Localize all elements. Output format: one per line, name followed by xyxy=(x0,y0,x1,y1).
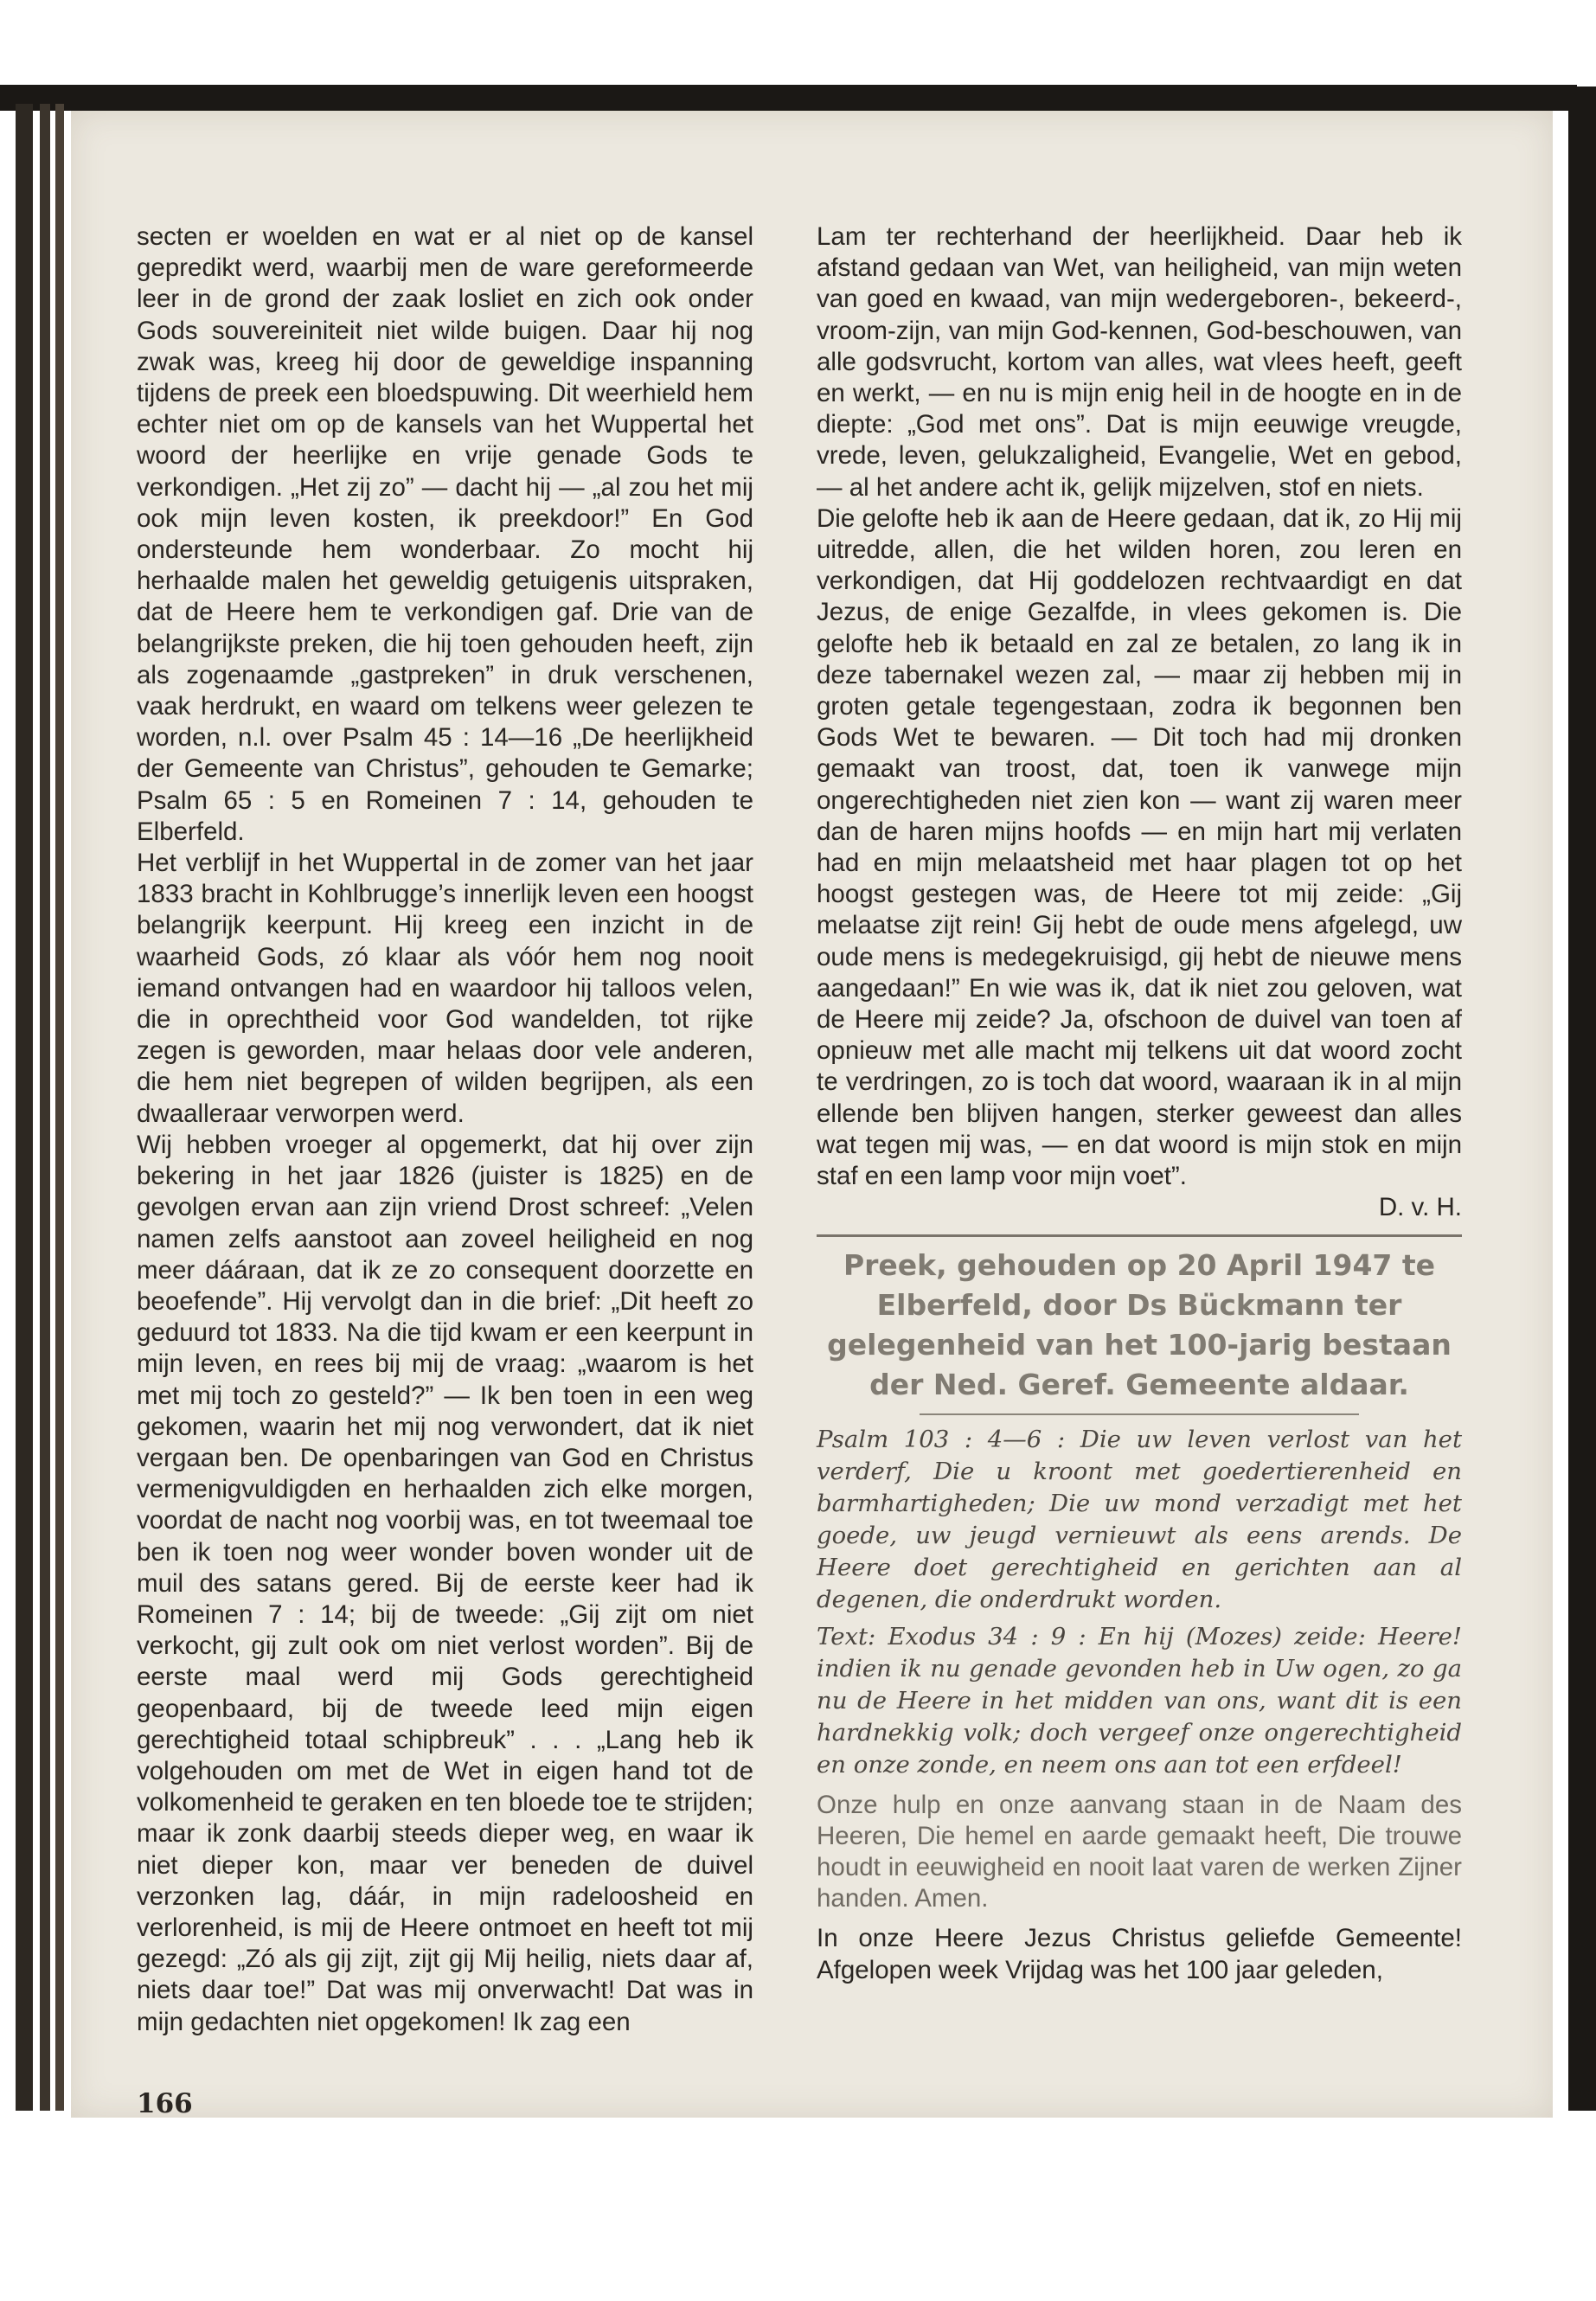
scripture-block xyxy=(817,1424,1462,1781)
paragraph: Lam ter rechterhand der heerlijkheid. Daar heb ik afstand gedaan van Wet, van heiligheid, van mijn weten van goed en kwaad, van mijn wedergeboren-, bekeerd-, vroom-zijn, van mijn God-kennen, God-beschouwen, van alle godsvrucht, kortom van alles, wat vlees heeft, geeft en werkt, — en nu is mijn enig heil in de hoogte en in de diepte: „God met ons”. Dat is mijn eeuwige vreugde, vrede, leven, gelukzaligheid, Evangelie, Wet en gebod, — al het andere acht ik, gelijk mijzelven, stof en niets. xyxy=(817,222,1462,502)
scan-top-border xyxy=(0,85,1577,111)
sermon-heading: Preek, gehouden op 20 April 1947 te Elberfeld, door Ds Bückmann ter gelegenheid van het 100-jarig bestaan der Ned. Geref. Gemeente aldaar. xyxy=(827,1247,1452,1401)
page-number: 166 xyxy=(137,2088,193,2119)
book-page-edge xyxy=(16,104,33,2111)
letter-quote-continuation xyxy=(817,221,1462,1192)
paragraph: Die gelofte heb ik aan de Heere gedaan, dat ik, zo Hij mij uitredde, allen, die het wilden horen, zou leren en verkondigen, dat Hij goddelozen rechtvaardigt en dat Jezus, de enige Gezalfde, in vlees gekomen is. Die gelofte heb ik betaald en zal ze betalen, zo lang ik in deze tabernakel wezen zal, — maar zij hebben mij in groten getale tegengestaan, zodra ik begonnen ben Gods Wet te bewaren. — Dit toch had mij dronken gemaakt van troost, dat, toen ik vanwege mijn ongerechtigheden niet zien kon — want zij waren meer dan de haren mijns hoofds — en mijn hart mij verlaten had en mijn melaatsheid met haar plagen tot op het hoogst gestegen was, de Heere tot mij zeide: „Gij melaatse zijt rein! Gij hebt de oude mens afgelegd, uw oude mens is medegekruisigd, gij hebt de nieuwe mens aangedaan!” En wie was ik, dat ik niet zou geloven, wat de Heere mij zeide? Ja, ofschoon de duivel van toen af opnieuw met alle macht mij telkens uit dat woord zocht te verdringen, zo is toch dat woord, waaraan ik in al mijn ellende ben blijven hangen, sterker geweest dan alles wat tegen mij was, — en dat woord is mijn stok en mijn staf en een lamp voor mijn voet”. xyxy=(817,503,1462,1191)
left-column xyxy=(137,221,753,2038)
section-divider xyxy=(817,1234,1462,1237)
book-page-edge xyxy=(55,104,64,2111)
paragraph: secten er woelden en wat er al niet op de kansel gepredikt werd, waarbij men de ware gereformeerde leer in de grond der zaak losliet en zich ook onder Gods souvereiniteit niet wilde buigen. Daar hij nog zwak was, kreeg hij door de geweldige inspanning tijdens de preek een bloedspuwing. Dit weerhield hem echter niet om op de kansels van het Wuppertal het woord der heerlijke en vrije genade Gods te verkondigen. „Het zij zo” — dacht hij — „al zou het mij ook mijn leven kosten, ik preekdoor!” En God ondersteunde hem wonderbaar. Zo mocht hij herhaalde malen het geweldig getuigenis uitspraken, dat de Heere hem te verkondigen gaf. Drie van de belangrijkste preken, die hij toen gehouden heeft, zijn als zogenaamde „gastpreken” in druk verschenen, vaak herdrukt, en waard om telkens weer gelezen te worden, n.l. over Psalm 45 : 14—16 „De heerlijkheid der Gemeente van Christus”, gehouden te Gemarke; Psalm 65 : 5 en Romeinen 7 : 14, gehouden te Elberfeld. xyxy=(137,222,753,846)
book-spine-edge xyxy=(1568,87,1596,2111)
book-page xyxy=(71,111,1553,2118)
psalm-text: Psalm 103 : 4—6 : Die uw leven verlost van het verderf, Die u kroont met goedertierenheid en barmhartigheden; Die uw mond verzadigt met het goede, uw jeugd vernieuwt als eens arends. De Heere doet gerechtigheid en gerichten aan al degenen, die onderdrukt worden. xyxy=(817,1425,1462,1613)
sermon-opening xyxy=(817,1790,1462,1986)
heading-underline xyxy=(920,1413,1358,1415)
paragraph: Het verblijf in het Wuppertal in de zomer van het jaar 1833 bracht in Kohlbrugge’s innerlijk leven een hoogst belangrijk keerpunt. Hij kreeg een inzicht in de waarheid Gods, zó klaar als vóór hem nog nooit iemand ontvangen had en waardoor hij talloos velen, die in oprechtheid voor God wandelden, tot rijke zegen is geworden, maar helaas door vele anderen, die hem niet begrepen of wilden begrijpen, als een dwaalleraar verworpen werd. xyxy=(137,849,753,1128)
signature-line xyxy=(817,1192,1462,1223)
address: In onze Heere Jezus Christus geliefde Gemeente! Afgelopen week Vrijdag was het 100 jaar geleden, xyxy=(817,1924,1462,1984)
author-signature: D. v. H. xyxy=(1378,1193,1462,1222)
invocation: Onze hulp en onze aanvang staan in de Naam des Heeren, Die hemel en aarde gemaakt heeft, Die trouwe houdt in eeuwigheid en nooit laat varen de werken Zijner handen. Amen. xyxy=(817,1790,1462,1913)
paragraph: Wij hebben vroeger al opgemerkt, dat hij over zijn bekering in het jaar 1826 (juister is 1825) en de gevolgen ervan aan zijn vriend Drost schreef: „Velen namen zelfs aanstoot aan zoveel heiligheid en nog meer dááraan, dat ik ze zo consequent doorzette en beoefende”. Hij vervolgt dan in die brief: „Dit heeft zo geduurd tot 1833. Na die tijd kwam er een keerpunt in mijn leven, en rees bij mij de vraag: „waarom is het met mij toch zo gesteld?” — Ik ben toen in een weg gekomen, waarin het mij nog verwondert, dat ik niet vergaan ben. De openbaringen van God en Christus vermenigvuldigden en herhaalden zich elke morgen, voordat de nacht nog voorbij was, en tot tweemaal toe ben ik toen nog weer wonder boven wonder uit de muil des satans gered. Bij de eerste keer had ik Romeinen 7 : 14; bij de tweede: „Gij zijt om niet verkocht, gij zult ook om niet verlost worden”. Bij de eerste maal werd mij Gods gerechtigheid geopenbaard, bij de tweede leed mijn eigen gerechtigheid totaal schipbreuk” . . . „Lang heb ik volgehouden om met de Wet in eigen hand tot de volkomenheid te geraken en ten bloede toe te strijden; maar ik zonk daarbij steeds dieper weg, en waar ik niet dieper kon, maar ver beneden de duivel verzonken lag, dáár, in mijn radeloosheid en verlorenheid, is mij de Heere ontmoet en heeft tot mij gezegd: „Zó als gij zijt, zijt gij Mij heilig, niets daar af, niets daar toe!” Dat was mij onverwacht! Dat was in mijn gedachten niet opgekomen! Ik zag een xyxy=(137,1130,753,2036)
scan-background xyxy=(0,0,1596,87)
book-page-edge xyxy=(40,104,50,2111)
right-column xyxy=(817,221,1462,1986)
exodus-text: Text: Exodus 34 : 9 : En hij (Mozes) zeide: Heere! indien ik nu genade gevonden heb in Uw ogen, zo ga nu de Heere in het midden van ons, want dit is een hardnekkig volk; doch vergeef onze ongerechtigheid en onze zonde, en neem ons aan tot een erfdeel! xyxy=(817,1622,1462,1779)
